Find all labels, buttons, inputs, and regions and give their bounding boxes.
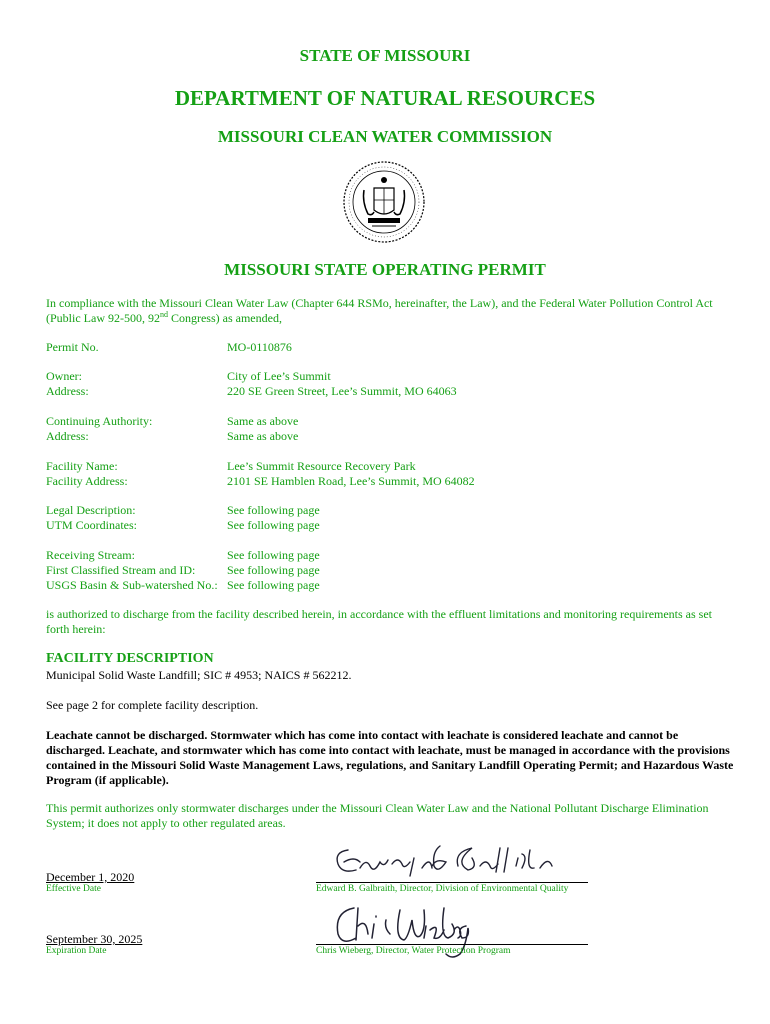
facility-address-value: 2101 SE Hamblen Road, Lee’s Summit, MO 64082: [227, 474, 475, 488]
effective-date: December 1, 2020: [46, 870, 135, 884]
permit-title: MISSOURI STATE OPERATING PERMIT: [224, 260, 546, 279]
first-classified-stream-value: See following page: [227, 563, 320, 577]
usgs-basin-label: USGS Basin & Sub-watershed No.:: [46, 578, 218, 592]
scope-statement: This permit authorizes only stormwater discharges under the Missouri Clean Water Law and the National Pollutant Discharge Elimination System; it does not apply to other regulated areas.: [46, 801, 709, 830]
usgs-basin-value: See following page: [227, 578, 320, 592]
signature-line-1: [316, 882, 588, 883]
owner-address-value: 220 SE Green Street, Lee’s Summit, MO 64063: [227, 384, 457, 398]
receiving-stream-label: Receiving Stream:: [46, 548, 135, 562]
receiving-stream-value: See following page: [227, 548, 320, 562]
department-title: DEPARTMENT OF NATURAL RESOURCES: [174, 86, 596, 110]
facility-address-label: Facility Address:: [46, 474, 128, 488]
owner-label: Owner:: [46, 369, 82, 383]
permit-no-label: Permit No.: [46, 340, 99, 354]
signature-line-2: [316, 944, 588, 945]
authorization-statement: is authorized to discharge from the facility described herein, in accordance with the effluent limitations and monitoring requirements as set forth herein:: [46, 607, 713, 636]
facility-description-text: Municipal Solid Waste Landfill; SIC # 4953; NAICS # 562212.: [46, 668, 352, 682]
continuing-authority-value: Same as above: [227, 414, 299, 428]
galbraith-signature: [330, 838, 580, 888]
missouri-state-seal: [342, 160, 426, 244]
facility-description-reference: See page 2 for complete facility description.: [46, 698, 259, 712]
owner-value: City of Lee’s Summit: [227, 369, 331, 383]
state-title: STATE OF MISSOURI: [299, 46, 471, 65]
permit-no-value: MO-0110876: [227, 340, 292, 354]
legal-description-label: Legal Description:: [46, 503, 136, 517]
owner-address-label: Address:: [46, 384, 89, 398]
facility-name-label: Facility Name:: [46, 459, 118, 473]
signer-1-name: Edward B. Galbraith, Director, Division of Environmental Quality: [316, 884, 569, 894]
legal-description-value: See following page: [227, 503, 320, 517]
utm-coordinates-value: See following page: [227, 518, 320, 532]
effective-date-label: Effective Date: [46, 884, 101, 894]
utm-coordinates-label: UTM Coordinates:: [46, 518, 137, 532]
expiration-date: September 30, 2025: [46, 932, 143, 946]
first-classified-stream-label: First Classified Stream and ID:: [46, 563, 196, 577]
authority-address-value: Same as above: [227, 429, 299, 443]
leachate-warning: Leachate cannot be discharged. Stormwater which has come into contact with leachate is considered leachate and cannot be discharged. Leachate, and stormwater which has come into contact with leachate, must be managed in accordance with the provisions contained in the Missouri Solid Waste Management Laws, regulations, and Sanitary Landfill Operating Permit; and Hazardous Waste Program (if applicable).: [46, 728, 734, 787]
authority-address-label: Address:: [46, 429, 89, 443]
facility-name-value: Lee’s Summit Resource Recovery Park: [227, 459, 416, 473]
compliance-statement: In compliance with the Missouri Clean Water Law (Chapter 644 RSMo, hereinafter, the Law), and the Federal Water Pollution Control Act (Public Law 92-500, 92nd Congress) as amended,: [46, 296, 713, 325]
signer-2-name: Chris Wieberg, Director, Water Protection Program: [316, 946, 511, 956]
commission-title: MISSOURI CLEAN WATER COMMISSION: [217, 127, 553, 146]
facility-description-heading: FACILITY DESCRIPTION: [46, 651, 214, 666]
continuing-authority-label: Continuing Authority:: [46, 414, 153, 428]
expiration-date-label: Expiration Date: [46, 946, 107, 956]
